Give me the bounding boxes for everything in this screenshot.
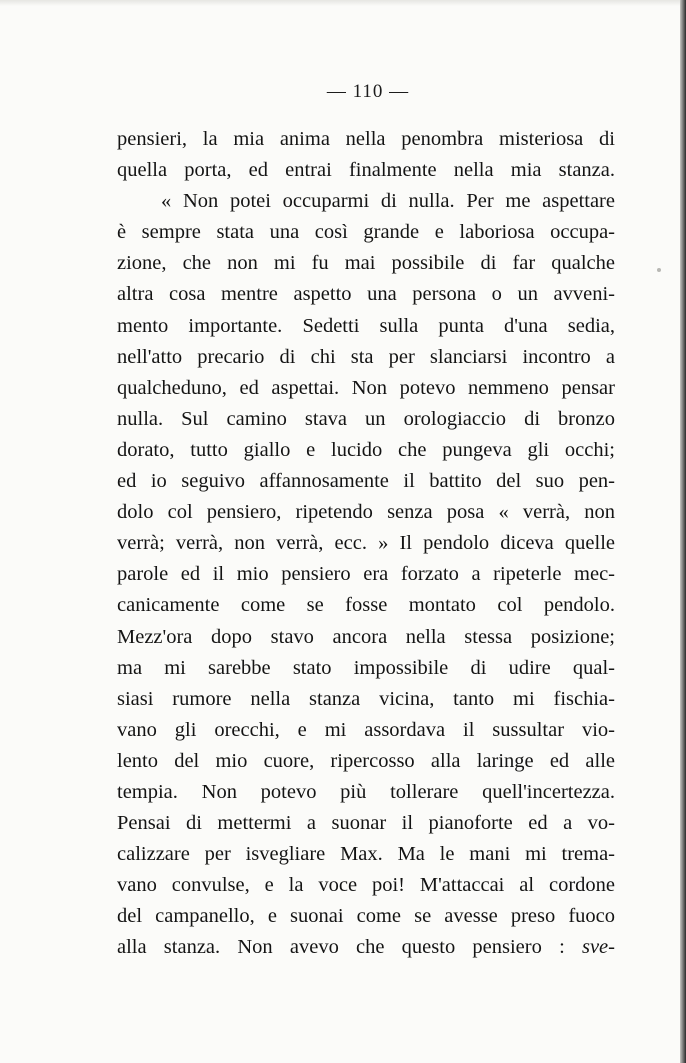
- text-line: dorato, tutto giallo e lucido che pungeva gli occhi;: [117, 438, 615, 461]
- text-line: siasi rumore nella stanza vicina, tanto mi fischia-: [117, 687, 615, 710]
- text-line: canicamente come se fosse montato col pendolo.: [117, 594, 615, 617]
- text-line: pensieri, la mia anima nella penombra misteriosa di: [117, 128, 615, 150]
- text-line: « Non potei occuparmi di nulla. Per me aspettare: [161, 190, 615, 213]
- text-line-final: [117, 932, 615, 963]
- text-line: Pensai di mettermi a suonar il pianoforte ed a vo-: [117, 812, 615, 835]
- body-text: [117, 124, 615, 964]
- text-line: mento importante. Sedetti sulla punta d'una sedia,: [117, 314, 615, 337]
- text-line: quella porta, ed entrai finalmente nella mia stanza.: [117, 159, 615, 182]
- page-binding-edge: [680, 0, 686, 1063]
- text-line: vano gli orecchi, e mi assordava il sussultar vio-: [117, 718, 615, 741]
- text-line: ma mi sarebbe stato impossibile di udire qual-: [117, 656, 615, 679]
- text-line: verrà; verrà, non verrà, ecc. » Il pendolo diceva quelle: [117, 532, 615, 555]
- text-line: qualcheduno, ed aspettai. Non potevo nemmeno pensar: [117, 376, 615, 399]
- text-line: tempia. Non potevo più tollerare quell'incertezza.: [117, 780, 615, 803]
- text-line: nell'atto precario di chi sta per slanciarsi incontro a: [117, 345, 615, 368]
- text-line: lento del mio cuore, ripercosso alla laringe ed alle: [117, 749, 615, 772]
- text-line: altra cosa mentre aspetto una persona o un avveni-: [117, 283, 615, 306]
- final-line-text: alla stanza. Non avevo che questo pensiero :: [117, 936, 582, 959]
- text-line: parole ed il mio pensiero era forzato a ripeterle mec-: [117, 563, 615, 586]
- text-line: nulla. Sul camino stava un orologiaccio di bronzo: [117, 407, 615, 430]
- page-number: — 110 —: [326, 81, 410, 102]
- text-line: ed io seguivo affannosamente il battito del suo pen-: [117, 470, 615, 493]
- text-line: Mezz'ora dopo stavo ancora nella stessa posizione;: [117, 625, 615, 648]
- text-line: del campanello, e suonai come se avesse preso fuoco: [117, 905, 615, 928]
- final-line-italic: sve-: [581, 936, 615, 959]
- text-line: dolo col pensiero, ripetendo senza posa « verrà, non: [117, 501, 615, 524]
- text-line: zione, che non mi fu mai possibile di far qualche: [117, 252, 615, 275]
- paper-speck: [657, 268, 661, 272]
- text-line: è sempre stata una così grande e laboriosa occupa-: [117, 221, 615, 244]
- page-top-shadow: [0, 0, 686, 6]
- text-line: vano convulse, e la voce poi! M'attaccai al cordone: [117, 874, 615, 897]
- text-line: calizzare per isvegliare Max. Ma le mani mi trema-: [117, 843, 615, 866]
